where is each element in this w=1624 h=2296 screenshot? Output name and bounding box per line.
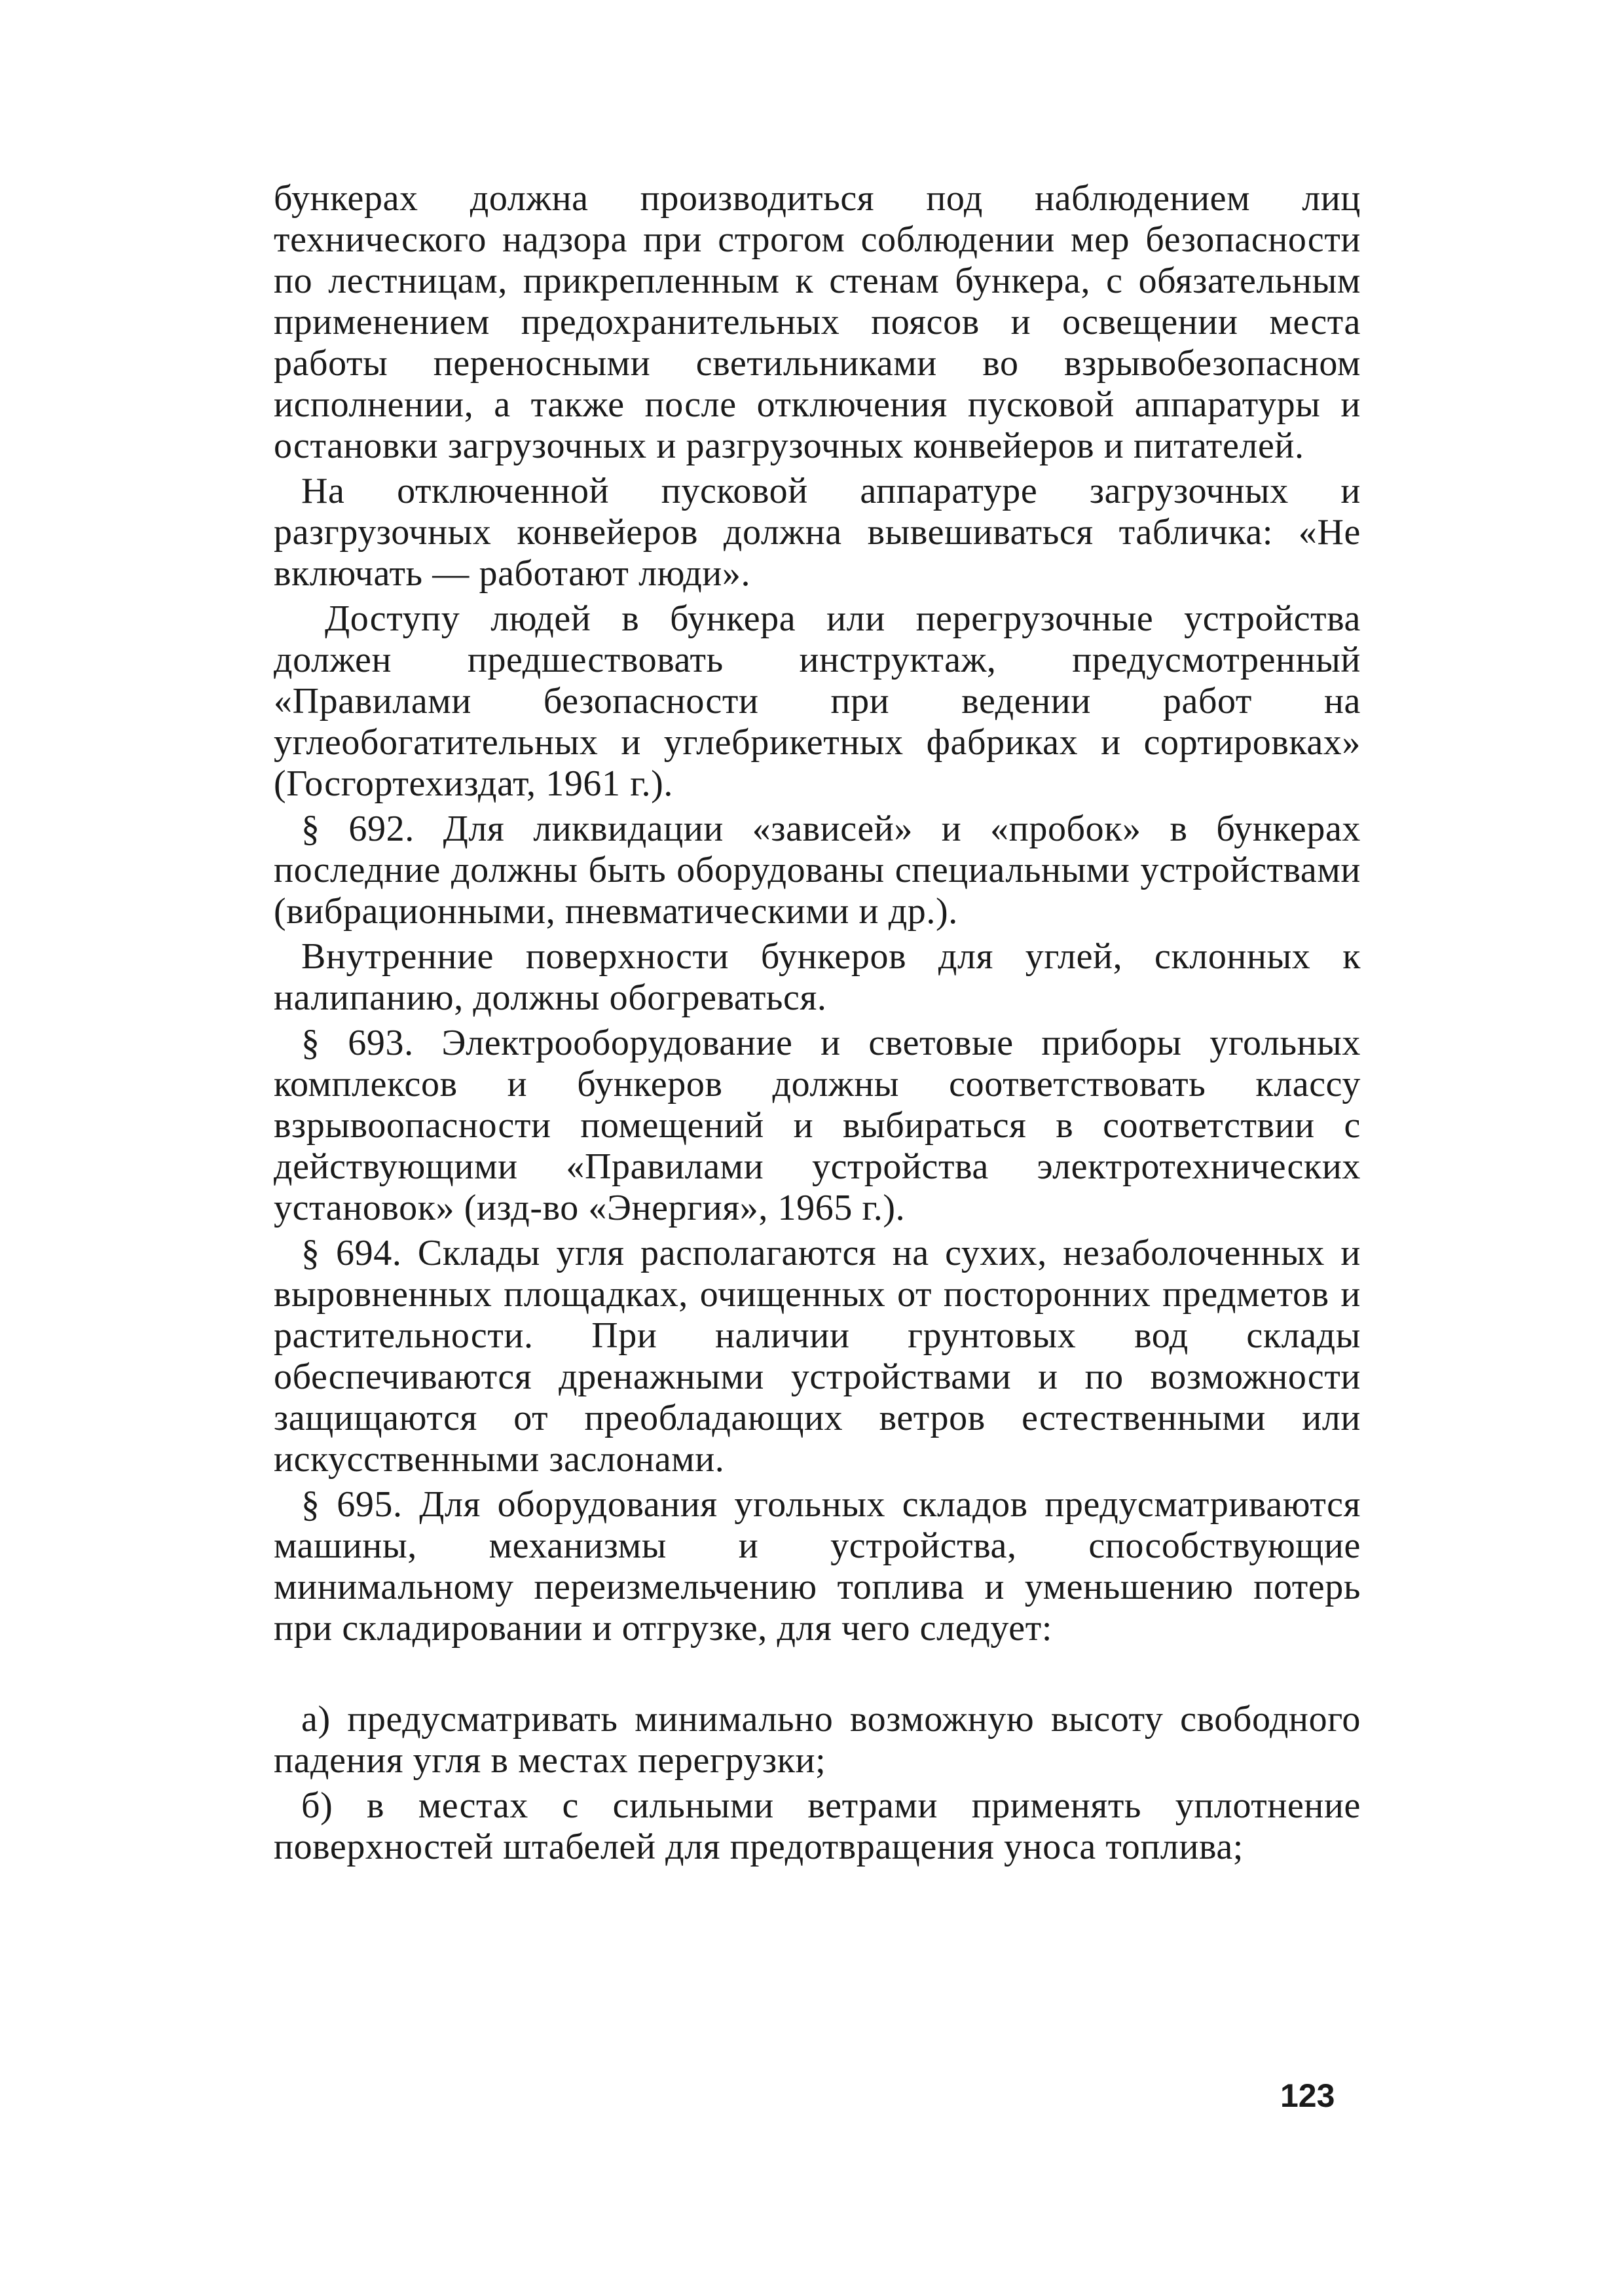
list-item-a: а) предусматривать минимально возможную высоту свободного падения угля в местах перегрузки; [274, 1699, 1361, 1781]
paragraph-instruction-briefing: Доступу людей в бункера или перегрузочные устройства должен предшествовать инструктаж, предусмотренный «Правилами безопасности при ведении работ на углеобогатительных и углебрикетных фабриках и сортировках» (Госгортехиздат, 1961 г.). [274, 598, 1361, 804]
paragraph-section-695: § 695. Для оборудования угольных складов предусматриваются машины, механизмы и устройства, способствующие минимальному переизмельчению топлива и уменьшению потерь при складировании и отгрузке, для чего следует: [274, 1484, 1361, 1649]
paragraph-section-693: § 693. Электрооборудование и световые приборы угольных комплексов и бункеров должны соответствовать классу взрывоопасности помещений и выбираться в соответствии с действующими «Правилами устройства электротехнических установок» (изд-во «Энергия», 1965 г.). [274, 1023, 1361, 1228]
paragraph-section-694: § 694. Склады угля располагаются на сухих, незаболоченных и выровненных площадках, очищенных от посторонних предметов и растительности. При наличии грунтовых вод склады обеспечиваются дренажными устройствами и по возможности защищаются от преобладающих ветров естественными или искусственными заслонами. [274, 1233, 1361, 1480]
paragraph-gap [274, 1653, 1361, 1699]
paragraph-bunker-heating: Внутренние поверхности бункеров для углей, склонных к налипанию, должны обогреваться. [274, 936, 1361, 1018]
body-text [274, 178, 1361, 1872]
paragraph-warning-sign: На отключенной пусковой аппаратуре загрузочных и разгрузочных конвейеров должна вывешиваться табличка: «Не включать — работают люди». [274, 471, 1361, 594]
page-number: 123 [1280, 2077, 1335, 2114]
paragraph-section-692: § 692. Для ликвидации «зависей» и «пробок» в бункерах последние должны быть оборудованы специальными устройствами (вибрационными, пневматическими и др.). [274, 809, 1361, 932]
list-item-b: б) в местах с сильными ветрами применять уплотнение поверхностей штабелей для предотвращения уноса топлива; [274, 1785, 1361, 1867]
paragraph-bunker-access-continued: бункерах должна производиться под наблюдением лиц технического надзора при строгом соблюдении мер безопасности по лестницам, прикрепленным к стенам бункера, с обязательным применением предохранительных поясов и освещении места работы переносными светильниками во взрывобезопасном исполнении, а также после отключения пусковой аппаратуры и остановки загрузочных и разгрузочных конвейеров и питателей. [274, 178, 1361, 466]
